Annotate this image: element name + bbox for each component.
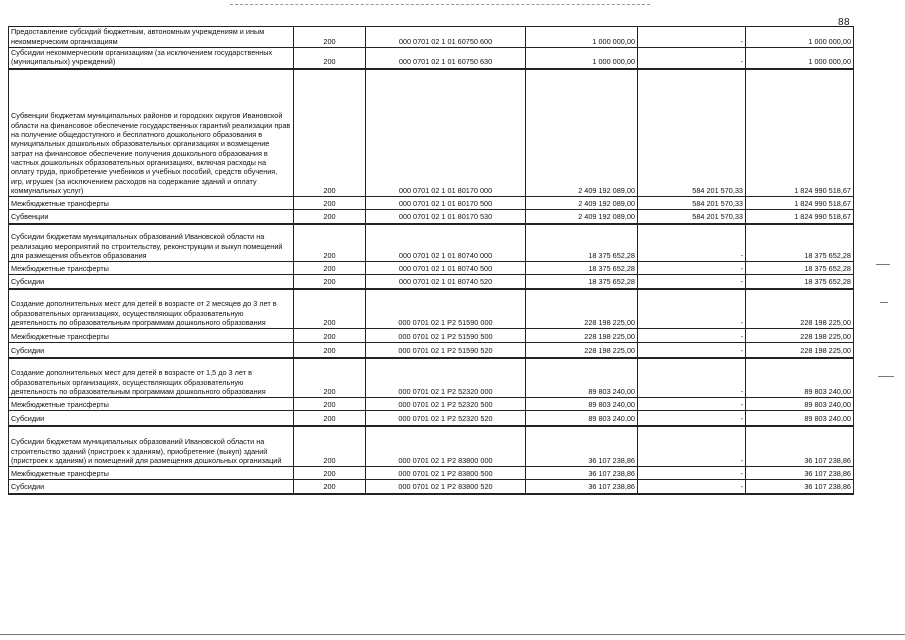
table-row — [9, 329, 854, 343]
row-vid-cell: 200 — [294, 289, 366, 329]
row-rest-cell: 228 198 225,00 — [746, 289, 854, 329]
row-name-cell: Межбюджетные трансферты — [9, 197, 294, 210]
row-kbk-cell: 000 0701 02 1 01 60750 600 — [366, 27, 526, 48]
table-row — [9, 224, 854, 262]
table-row — [9, 480, 854, 494]
row-rest-cell: 89 803 240,00 — [746, 411, 854, 426]
scan-artifact-top — [230, 4, 650, 5]
row-kbk-cell: 000 0701 02 1 Р2 83800 500 — [366, 467, 526, 480]
row-exec-empty-mark: - — [638, 343, 746, 358]
row-exec-empty-mark: - — [638, 275, 746, 289]
row-exec-empty-mark: - — [638, 27, 746, 48]
scan-artifact-mark — [876, 264, 890, 265]
row-name-cell: Межбюджетные трансферты — [9, 467, 294, 480]
row-rest-cell: 1 824 990 518,67 — [746, 210, 854, 224]
row-vid-cell: 200 — [294, 262, 366, 275]
row-vid-cell: 200 — [294, 398, 366, 411]
row-exec-empty-mark: - — [638, 358, 746, 398]
row-plan-cell: 2 409 192 089,00 — [526, 69, 638, 197]
row-kbk-cell: 000 0701 02 1 Р2 83800 520 — [366, 480, 526, 494]
row-name-cell: Субсидии — [9, 411, 294, 426]
row-kbk-cell: 000 0701 02 1 Р2 83800 000 — [366, 426, 526, 467]
row-name-cell: Межбюджетные трансферты — [9, 398, 294, 411]
row-vid-cell: 200 — [294, 210, 366, 224]
row-kbk-cell: 000 0701 02 1 Р2 51590 000 — [366, 289, 526, 329]
row-vid-cell: 200 — [294, 48, 366, 69]
table-row — [9, 275, 854, 289]
row-vid-cell: 200 — [294, 329, 366, 343]
row-plan-cell: 36 107 238,86 — [526, 480, 638, 494]
table-row — [9, 426, 854, 467]
table-row — [9, 197, 854, 210]
row-rest-cell: 18 375 652,28 — [746, 275, 854, 289]
budget-execution-table — [8, 26, 854, 495]
row-vid-cell: 200 — [294, 27, 366, 48]
table-row — [9, 69, 854, 197]
row-exec-empty-mark: - — [638, 480, 746, 494]
row-kbk-cell: 000 0701 02 1 Р2 52320 500 — [366, 398, 526, 411]
row-plan-cell: 36 107 238,86 — [526, 467, 638, 480]
row-name-cell: Субсидии бюджетам муниципальных образований Ивановской области на строительство зданий (пристроек к зданиям), приобретение (выкуп) зданий (пристроек к зданиям) и помещений для размещения дошкольных организаций — [9, 426, 294, 467]
row-vid-cell: 200 — [294, 197, 366, 210]
row-kbk-cell: 000 0701 02 1 01 80170 000 — [366, 69, 526, 197]
row-vid-cell: 200 — [294, 275, 366, 289]
row-name-cell: Межбюджетные трансферты — [9, 329, 294, 343]
row-rest-cell: 18 375 652,28 — [746, 262, 854, 275]
row-kbk-cell: 000 0701 02 1 Р2 52320 520 — [366, 411, 526, 426]
row-plan-cell: 89 803 240,00 — [526, 358, 638, 398]
row-exec-empty-mark: - — [638, 411, 746, 426]
row-vid-cell: 200 — [294, 224, 366, 262]
scan-artifact-mark — [878, 376, 894, 377]
row-plan-cell: 89 803 240,00 — [526, 411, 638, 426]
row-name-cell: Субвенции бюджетам муниципальных районов и городских округов Ивановской области на финансовое обеспечение государственных гарантий реализации прав на получение общедоступного и бесплатного дошкольного образования в муниципальных дошкольных образовательных организациях и возмещение затрат на финансовое обеспечение получения дошкольного образования в частных дошкольных образовательных организациях, включая расходы на оплату труда, приобретение учебников и учебных пособий, средств обучения, игр, игрушек (за исключением расходов на содержание зданий и оплату коммунальных услуг) — [9, 69, 294, 197]
scan-artifact-mark — [880, 302, 888, 303]
row-rest-cell: 36 107 238,86 — [746, 467, 854, 480]
row-vid-cell: 200 — [294, 69, 366, 197]
row-plan-cell: 1 000 000,00 — [526, 48, 638, 69]
table-row — [9, 262, 854, 275]
page-number: 88 — [838, 17, 851, 28]
row-vid-cell: 200 — [294, 426, 366, 467]
table-row — [9, 411, 854, 426]
row-name-cell: Субсидии бюджетам муниципальных образований Ивановской области на реализацию мероприятий по строительству, реконструкции и выкуп помещений для размещения объектов образования — [9, 224, 294, 262]
row-rest-cell: 1 000 000,00 — [746, 27, 854, 48]
row-exec-empty-mark: - — [638, 289, 746, 329]
row-vid-cell: 200 — [294, 467, 366, 480]
row-vid-cell: 200 — [294, 480, 366, 494]
row-plan-cell: 18 375 652,28 — [526, 275, 638, 289]
row-plan-cell: 228 198 225,00 — [526, 289, 638, 329]
row-vid-cell: 200 — [294, 358, 366, 398]
row-exec-cell: 584 201 570,33 — [638, 69, 746, 197]
row-name-cell: Межбюджетные трансферты — [9, 262, 294, 275]
row-exec-empty-mark: - — [638, 262, 746, 275]
row-rest-cell: 89 803 240,00 — [746, 358, 854, 398]
row-kbk-cell: 000 0701 02 1 01 80740 000 — [366, 224, 526, 262]
row-name-cell: Субвенции — [9, 210, 294, 224]
scan-artifact-bottom — [0, 634, 905, 635]
row-plan-cell: 18 375 652,28 — [526, 224, 638, 262]
row-vid-cell: 200 — [294, 411, 366, 426]
row-kbk-cell: 000 0701 02 1 01 60750 630 — [366, 48, 526, 69]
row-plan-cell: 228 198 225,00 — [526, 343, 638, 358]
row-name-cell: Предоставление субсидий бюджетным, автономным учреждениям и иным некоммерческим организациям — [9, 27, 294, 48]
table-row — [9, 27, 854, 48]
row-kbk-cell: 000 0701 02 1 01 80740 500 — [366, 262, 526, 275]
row-vid-cell: 200 — [294, 343, 366, 358]
row-plan-cell: 36 107 238,86 — [526, 426, 638, 467]
row-kbk-cell: 000 0701 02 1 01 80170 530 — [366, 210, 526, 224]
row-plan-cell: 2 409 192 089,00 — [526, 197, 638, 210]
row-rest-cell: 36 107 238,86 — [746, 480, 854, 494]
row-plan-cell: 228 198 225,00 — [526, 329, 638, 343]
row-rest-cell: 89 803 240,00 — [746, 398, 854, 411]
row-rest-cell: 228 198 225,00 — [746, 343, 854, 358]
row-kbk-cell: 000 0701 02 1 Р2 51590 520 — [366, 343, 526, 358]
row-name-cell: Создание дополнительных мест для детей в возрасте от 2 месяцев до 3 лет в образовательных организациях, осуществляющих образовательную деятельность по образовательным программам дошкольного образования — [9, 289, 294, 329]
row-name-cell: Субсидии — [9, 480, 294, 494]
row-exec-empty-mark: - — [638, 398, 746, 411]
row-kbk-cell: 000 0701 02 1 Р2 51590 500 — [366, 329, 526, 343]
row-kbk-cell: 000 0701 02 1 01 80170 500 — [366, 197, 526, 210]
row-exec-empty-mark: - — [638, 329, 746, 343]
table-row — [9, 289, 854, 329]
row-exec-empty-mark: - — [638, 48, 746, 69]
row-rest-cell: 1 824 990 518,67 — [746, 69, 854, 197]
table-row — [9, 48, 854, 69]
row-plan-cell: 89 803 240,00 — [526, 398, 638, 411]
row-plan-cell: 18 375 652,28 — [526, 262, 638, 275]
table-row — [9, 358, 854, 398]
row-exec-cell: 584 201 570,33 — [638, 210, 746, 224]
row-rest-cell: 228 198 225,00 — [746, 329, 854, 343]
row-exec-empty-mark: - — [638, 224, 746, 262]
row-exec-empty-mark: - — [638, 426, 746, 467]
row-plan-cell: 2 409 192 089,00 — [526, 210, 638, 224]
row-rest-cell: 18 375 652,28 — [746, 224, 854, 262]
row-name-cell: Создание дополнительных мест для детей в возрасте от 1,5 до 3 лет в образовательных организациях, осуществляющих образовательную деятельность по образовательным программам дошкольного образования — [9, 358, 294, 398]
table-row — [9, 343, 854, 358]
row-rest-cell: 36 107 238,86 — [746, 426, 854, 467]
row-kbk-cell: 000 0701 02 1 01 80740 520 — [366, 275, 526, 289]
row-plan-cell: 1 000 000,00 — [526, 27, 638, 48]
row-name-cell: Субсидии некоммерческим организациям (за исключением государственных (муниципальных) учреждений) — [9, 48, 294, 69]
row-name-cell: Субсидии — [9, 275, 294, 289]
row-rest-cell: 1 000 000,00 — [746, 48, 854, 69]
table-row — [9, 398, 854, 411]
row-exec-cell: 584 201 570,33 — [638, 197, 746, 210]
row-name-cell: Субсидии — [9, 343, 294, 358]
row-exec-empty-mark: - — [638, 467, 746, 480]
row-kbk-cell: 000 0701 02 1 Р2 52320 000 — [366, 358, 526, 398]
table-row — [9, 210, 854, 224]
table-row — [9, 467, 854, 480]
row-rest-cell: 1 824 990 518,67 — [746, 197, 854, 210]
